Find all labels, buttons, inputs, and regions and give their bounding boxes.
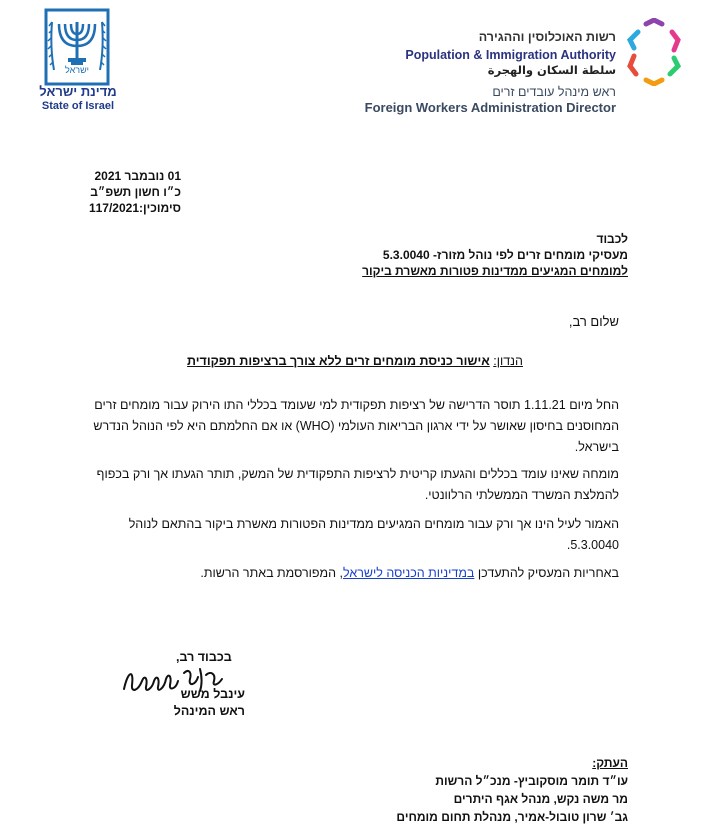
subject-label: הנדון: <box>493 354 523 368</box>
department-name-hebrew: ראש מינהל עובדים זרים <box>492 85 616 99</box>
signature-closing: בכבוד רב, <box>176 650 232 664</box>
paragraph-4-end: , המפורסמת באתר הרשות. <box>200 566 343 580</box>
authority-name-english: Population & Immigration Authority <box>405 48 616 62</box>
cc-label: העתק: <box>592 756 628 770</box>
signer-title: ראש המינהל <box>173 704 245 718</box>
department-name-english: Foreign Workers Administration Director <box>364 100 616 115</box>
state-name-hebrew: מדינת ישראל <box>39 84 117 99</box>
letter-reference: סימוכין:117/2021 <box>88 201 181 215</box>
state-name-english: State of Israel <box>41 100 115 112</box>
letter-date: 01 נובמבר 2021 <box>94 169 181 183</box>
recipients-salutation: לכבוד <box>596 232 628 246</box>
recipients-block <box>362 231 628 279</box>
cc-recipient-1: עו״ד תומר מוסקוביץ- מנכ״ל הרשות <box>435 774 628 788</box>
authority-logo-icon <box>624 18 684 86</box>
subject-line <box>160 354 550 368</box>
recipients-experts: למומחים המגיעים ממדינות פטורות מאשרת ביקור <box>362 264 628 278</box>
cc-recipient-3: גב׳ שרון טובול-אמיר, מנהלת תחום מומחים <box>396 810 628 824</box>
letter-meta <box>86 168 181 216</box>
greeting: שלום רב, <box>568 314 619 329</box>
authority-name-arabic: سلطة السكان والهجرة <box>487 63 616 77</box>
cc-block <box>396 754 628 826</box>
subject-title: אישור כניסת מומחים זרים ללא צורך ברציפות תפקודית <box>187 354 490 368</box>
recipients-employers: מעסיקי מומחים זרים לפי נוהל מזורז- 5.3.0040 <box>382 248 628 262</box>
paragraph-2: מומחה שאינו עומד בכללים והגעתו קריטית לרציפות התפקודית של המשק, תותר הגעתו אך ורק בכפוף להמלצת המשרד הממשלתי הרלוונטי. <box>96 467 619 502</box>
letter-hebrew-date: כ״ו חשון תשפ״ב <box>90 185 181 199</box>
signer-name: עינבל משש <box>180 687 245 701</box>
cc-recipient-2: מר משה נקש, מנהל אגף היתרים <box>453 792 628 806</box>
authority-name-hebrew: רשות האוכלוסין וההגירה <box>478 30 616 44</box>
paragraph-3: האמור לעיל הינו אך ורק עבור מומחים המגיעים ממדינות הפטורות מאשרת ביקור בהתאם לנוהל 5.3.0040. <box>128 517 619 552</box>
emblem-caption: ישראל <box>65 65 89 75</box>
paragraph-4 <box>79 563 619 584</box>
paragraph-1: החל מיום 1.11.21 תוסר הדרישה של רציפות תפקודית למי שעומד בכללי התו הירוק עבור מומחים זרים המחוסנים בחיסון שאושר על ידי ארגון הבריאות העולמי (WHO) או אם החלמתם היא לפי הנוהל הנדרש בישראל. <box>93 398 619 454</box>
paragraph-4-start: באחריות המעסיק להתעדכן <box>477 566 619 580</box>
entry-policy-link[interactable]: במדיניות הכניסה לישראל <box>342 566 475 580</box>
